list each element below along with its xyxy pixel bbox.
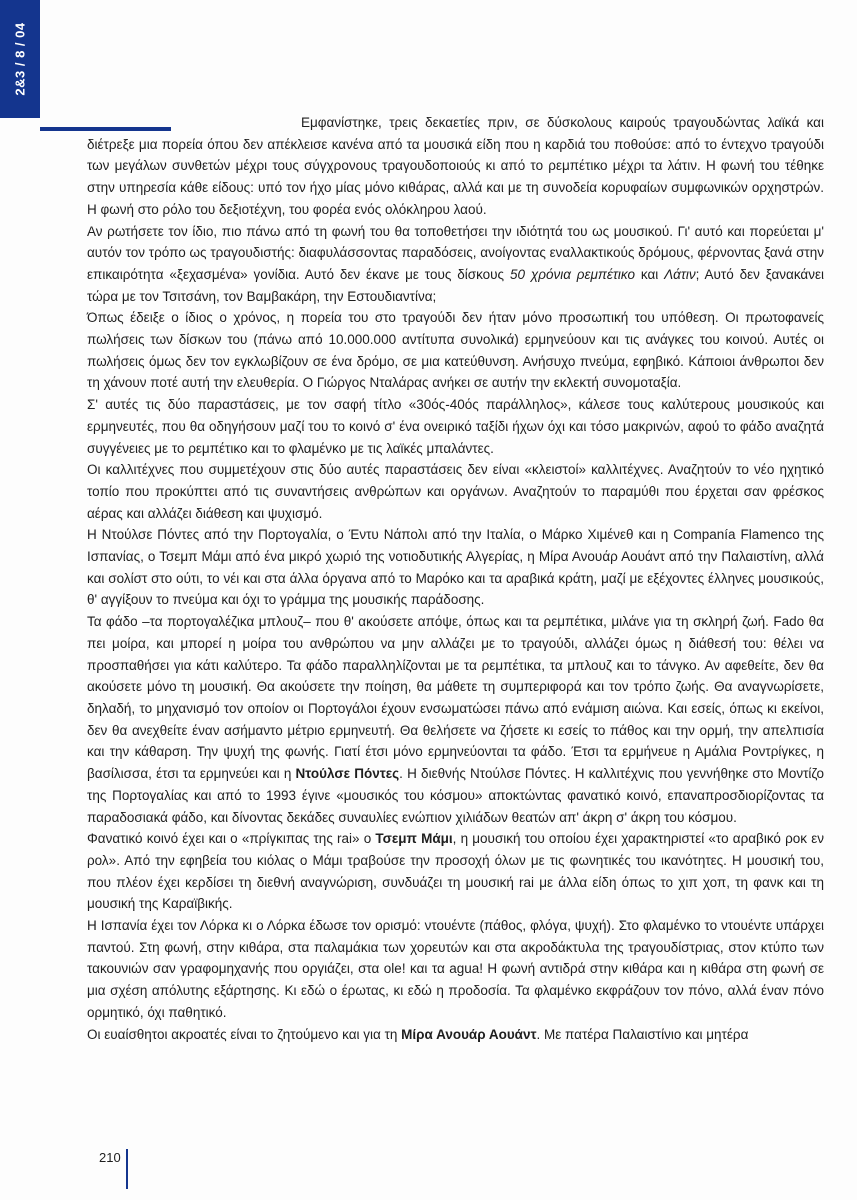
artist-name: Ντούλσε Πόντες [295,766,400,782]
text-run: Φανατικό κοινό έχει και ο «πρίγκιπας της rai» ο [87,831,376,847]
text-run: . Η διεθνής Ντούλσε Πόντες. Η καλλιτέχνις που γεννήθηκε στο Μοντίζο της Πορτογαλίας και από το 1993 έγινε «μουσικός του κόσμου» αποκτώντας φανατικό κοινό, επαναπροσδιορίζοντας τα παραδοσιακά φάδο, και δίνοντας δεκάδες συναυλίες ενώπιον χιλιάδων θεατών απ' άκρη σ' άκρη του κόσμου. [87,766,824,825]
artist-name: Τσεμπ Μάμι [375,831,453,847]
paragraph-palestine [87,1024,824,1046]
paragraph-sales: Όπως έδειξε ο ίδιος ο χρόνος, η πορεία του στο τραγούδι δεν ήταν μόνο προσωπική του υπόθεση. Οι πρωτοφανείς πωλήσεις των δίσκων του (πάνω από 10.000.000 αντίτυπα συνολικά) ερμηνεύουν και τις ανάγκες του κοινού. Αυτές οι πωλήσεις όμως δεν τον εγκλωβίζουν σε ένα δρόμο, σε μια κατεύθυνση. Ανήσυχο πνεύμα, εφηβικό. Κάποιοι άνθρωποι δεν τη χάνουν ποτέ αυτή την ελευθερία. Ο Γιώργος Νταλάρας ανήκει σε αυτήν την εκλεκτή συνομοταξία. [87,310,824,391]
text-run: Τα φάδο –τα πορτογαλέζικα μπλουζ– που θ' ακούσετε απόψε, όπως και τα ρεμπέτικα, μιλάνε για τη σκληρή ζωή. Fado θα πει μοίρα, και μπορεί η μοίρα του ανθρώπου να μην αλλάζει με το τραγούδι, αλλάζει όμως η διάθεσή του: θέλει να προσπαθήσει για κάτι καλύτερο. Τα φάδο παραλληλίζονται με τα ρεμπέτικα, τα μπλουζ και το τάνγκο. Αν αφεθείτε, δεν θα ακούσετε μόνο τη μουσική. Θα ακούσετε την ποίηση, θα μάθετε τη συμπεριφορά και τον τρόπο ζωής. Θα αναγνωρίσετε, δηλαδή, το μηχανισμό τον οποίον οι Πορτογάλοι έχουν ενσωματώσει πάνω από ενάμιση αιώνα. Και εσείς, όπως κι εκείνοι, δεν θα ανεχθείτε έναν ασήμαντο μέτριο ερμηνευτή. Θα θελήσετε να ζήσετε κι εσείς το πάθος και την ορμή, την απελπισία και την κάθαρση. Την ψυχή της φωνής. Γιατί έτσι μόνο ερμηνεύονται τα φάδο. Έτσι τα ερμήνευε η Αμάλια Ροντρίγκες, η βασίλισσα, έτσι τα ερμηνεύει και η [87,614,824,782]
paragraph-musician [87,221,824,308]
text-run: . Με πατέρα Παλαιστίνιο και μητέρα [536,1026,749,1042]
text-run: ; Αυτό δεν ξανακάνει τώρα με τον Τσιτσάνη, τον Βαμβακάρη, την Εστουδιαντίνα; [87,266,825,304]
album-title: Λάτιν [664,266,696,282]
paragraph-concerts: Σ' αυτές τις δύο παραστάσεις, με τον σαφή τίτλο «30ός-40ός παράλληλος», κάλεσε τους καλύτερους μουσικούς και ερμηνευτές, που θα οδηγήσουν μαζί του το κοινό σ' ένα ονειρικό ταξίδι ήχων όχι και τόσο μακρινών, αφού το φάδο αναζητά συγγένειες με το ρεμπέτικο και το φλαμένκο με τις λαϊκές μπαλάντες. [87,397,824,456]
text-run: Οι ευαίσθητοι ακροατές είναι το ζητούμενο και για τη [87,1026,402,1042]
paragraph-lineup: Η Ντούλσε Πόντες από την Πορτογαλία, ο Έντυ Νάπολι από την Ιταλία, ο Μάρκο Χιμένεθ και η Companía Flamenco της Ισπανίας, ο Τσεμπ Μάμι από ένα μικρό χωριό της νοτιοδυτικής Αλγερίας, η Μίρα Ανουάρ Αουάντ από την Παλαιστίνη, αλλά και σολίστ στο ούτι, το νέι και στα άλλα όργανα από το Μαρόκο και τα αραβικά κράτη, μαζί με εξέχοντες έλληνες μουσικούς, θ' αγγίξουν το πνεύμα και όχι το γράμμα της μουσικής παράδοσης. [87,527,824,608]
paragraph-intro: Εμφανίστηκε, τρεις δεκαετίες πριν, σε δύσκολους καιρούς τραγουδώντας λαϊκά και διέτρεξε μια πορεία όπου δεν απέκλεισε κανένα από τα μουσικά είδη που η καρδιά του ποθούσε: από το έντεχνο τραγούδι των μεγάλων συνθετών μέχρι τους σύγχρονους τραγουδοποιούς κι από το ρεμπέτικο μέχρι τα λάτιν. Η φωνή του τέθηκε στην υπηρεσία κάθε είδους: υπό τον ήχο μίας μόνο κιθάρας, αλλά και με τη συνοδεία κορυφαίων συμφωνικών ορχηστρών. Η φωνή στο ρόλο του δεξιοτέχνη, του φορέα ενός ολόκληρου λαού. [87,115,824,217]
paragraph-artists: Οι καλλιτέχνες που συμμετέχουν στις δύο αυτές παραστάσεις δεν είναι «κλειστοί» καλλιτέχνες. Αναζητούν το νέο ηχητικό τοπίο που προκύπτει από τις συναντήσεις ανθρώπων και οργάνων. Αναζητούν το παραμύθι που έρχεται σαν φρέσκος αέρας και αλλάζει διάθεση και ψυχισμό. [87,462,824,521]
page-number: 210 [99,1149,128,1189]
paragraph-fado [87,611,824,828]
text-run: Αν ρωτήσετε τον ίδιο, πιο πάνω από τη φωνή του θα τοποθετήσει την ιδιότητά του ως μουσικού. Γι' αυτό και πορεύεται μ' αυτόν τον τρόπο ως τραγουδιστής: διαφυλάσσοντας παραδόσεις, ανοίγοντας εναλλακτικούς δρόμους, φέρνοντας ξανά στην επικαιρότητα «ξεχασμένα» γονίδια. Αυτό δεν έκανε με τους δίσκους [87,223,824,282]
issue-date-label: 2&3 / 8 / 04 [12,22,28,96]
paragraph-rai [87,828,824,915]
issue-tab [0,0,40,118]
text-run: , η μουσική του οποίου έχει χαρακτηριστεί «το αραβικό ροκ εν ρολ». Από την εφηβεία του κιόλας ο Μάμι τραβούσε την προσοχή όλων με τις φωνητικές του ικανότητες. Η μουσική του, που πλέον έχει κερδίσει τη διεθνή αναγνώριση, συνδυάζει τη μουσική rai με άλλα είδη όπως το χιπ χοπ, τη φανκ και τη μουσική της Καραϊβικής. [87,831,824,912]
article-body [87,112,824,1045]
artist-name: Μίρα Ανουάρ Αουάντ [401,1026,537,1042]
text-run: και [634,266,665,282]
paragraph-flamenco: Η Ισπανία έχει τον Λόρκα κι ο Λόρκα έδωσε τον ορισμό: ντουέντε (πάθος, φλόγα, ψυχή). Στο φλαμένκο το ντουέντε υπάρχει παντού. Στη φωνή, στην κιθάρα, στα παλαμάκια των χορευτών και στα ακροδάκτυλα της τραγουδίστριας, στον κτύπο των τακουνιών σαν γραφομηχανής που οργιάζει, στα ole! και τα agua! Η φωνή αντιδρά στην κιθάρα και η κιθάρα στη φωνή σε μια σχέση απόλυτης εξάρτησης. Κι εδώ ο έρωτας, κι εδώ η προδοσία. Τα φλαμένκο εκφράζουν τον πόνο, αλλά έναν πόνο ορμητικό, όχι παθητικό. [87,918,824,1020]
album-title: 50 χρόνια ρεμπέτικο [509,266,635,282]
